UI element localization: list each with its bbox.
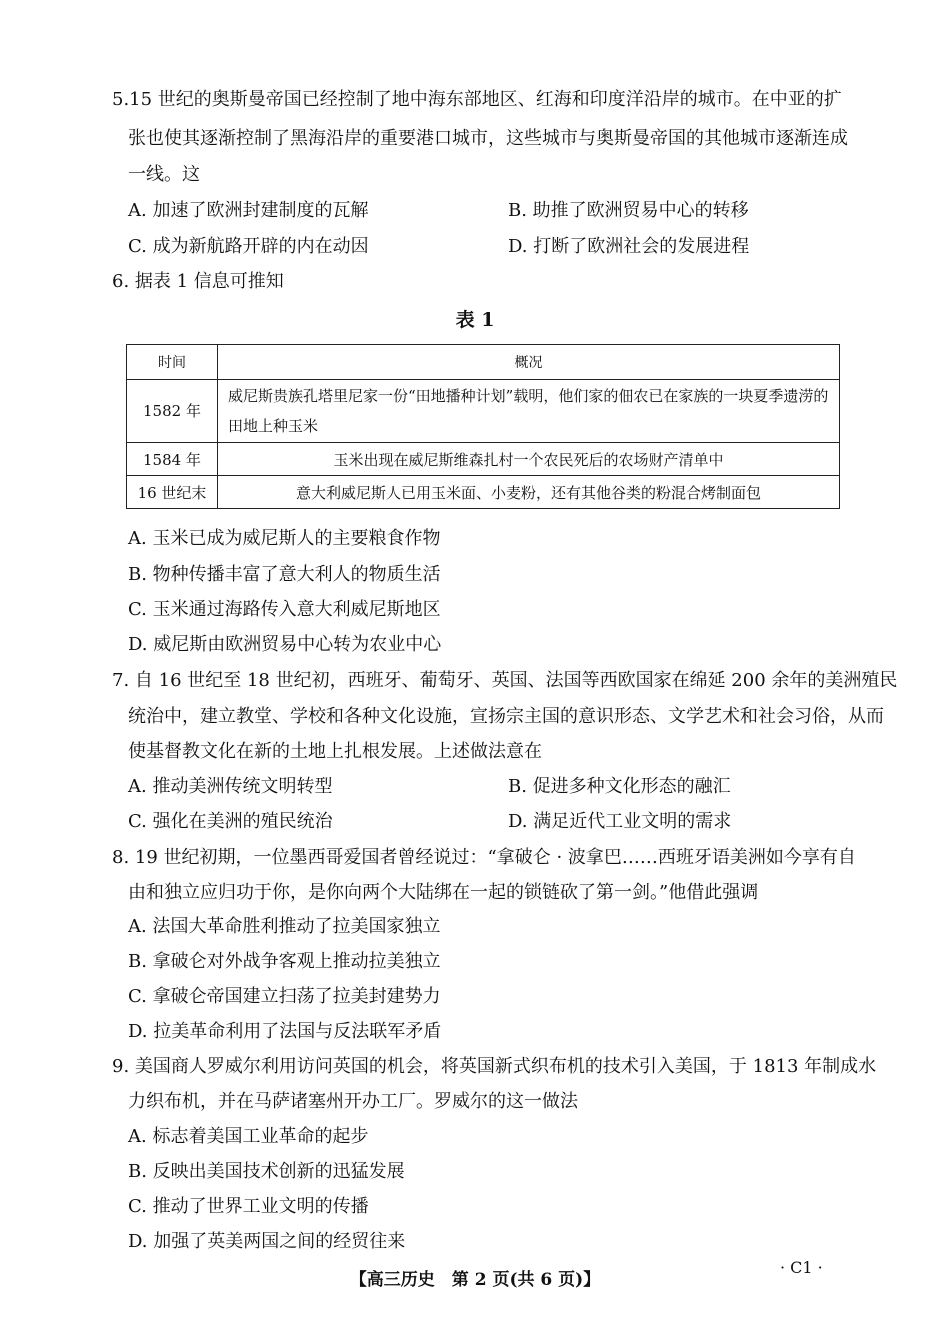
table-header-time: 时间	[127, 345, 218, 380]
q5-stem-line-3: 一线。这	[128, 164, 200, 185]
info-table	[126, 344, 840, 509]
q6-stem: 6. 据表 1 信息可推知	[112, 271, 284, 292]
page-footer: 【高三历史 第 2 页(共 6 页)】	[349, 1270, 601, 1290]
q5-stem-line-1: 5.15 世纪的奥斯曼帝国已经控制了地中海东部地区、红海和印度洋沿岸的城市。在中亚的扩	[112, 89, 842, 110]
q5-option-c[interactable]: C. 成为新航路开辟的内在动因	[128, 236, 369, 257]
q9-option-a[interactable]: A. 标志着美国工业革命的起步	[128, 1126, 369, 1147]
q7-option-b[interactable]: B. 促进多种文化形态的融汇	[508, 776, 731, 797]
q7-option-a[interactable]: A. 推动美洲传统文明转型	[128, 776, 333, 797]
q9-stem-line-2: 力织布机，并在马萨诸塞州开办工厂。罗威尔的这一做法	[128, 1091, 578, 1112]
q7-stem-line-1: 7. 自 16 世纪至 18 世纪初，西班牙、葡萄牙、英国、法国等西欧国家在绵延 200 余年的美洲殖民	[112, 670, 898, 691]
q6-option-b[interactable]: B. 物种传播丰富了意大利人的物质生活	[128, 564, 441, 585]
table-cell-desc: 意大利威尼斯人已用玉米面、小麦粉，还有其他谷类的粉混合烤制面包	[218, 476, 840, 509]
q5-option-a[interactable]: A. 加速了欧洲封建制度的瓦解	[128, 200, 369, 221]
q8-option-b[interactable]: B. 拿破仑对外战争客观上推动拉美独立	[128, 951, 441, 972]
paper-code: · C1 ·	[780, 1258, 823, 1277]
q8-option-d[interactable]: D. 拉美革命利用了法国与反法联军矛盾	[128, 1021, 442, 1042]
q9-option-c[interactable]: C. 推动了世界工业文明的传播	[128, 1196, 369, 1217]
table-row	[127, 443, 840, 476]
q7-option-d[interactable]: D. 满足近代工业文明的需求	[508, 811, 732, 832]
table-cell-time: 16 世纪末	[127, 476, 218, 509]
table-caption: 表 1	[455, 309, 495, 331]
q9-stem-line-1: 9. 美国商人罗威尔利用访问英国的机会，将英国新式织布机的技术引入美国，于 1813 年制成水	[112, 1056, 877, 1077]
table-cell-desc: 威尼斯贵族孔塔里尼家一份“田地播种计划”载明，他们家的佃农已在家族的一块夏季遗涝的田地上种玉米	[218, 380, 840, 443]
q5-stem-line-2: 张也使其逐渐控制了黑海沿岸的重要港口城市，这些城市与奥斯曼帝国的其他城市逐渐连成	[128, 128, 848, 149]
table-row	[127, 476, 840, 509]
q9-option-b[interactable]: B. 反映出美国技术创新的迅猛发展	[128, 1161, 405, 1182]
q7-stem-line-3: 使基督教文化在新的土地上扎根发展。上述做法意在	[128, 741, 542, 762]
q7-stem-line-2: 统治中，建立教堂、学校和各种文化设施，宣扬宗主国的意识形态、文学艺术和社会习俗，从而	[128, 706, 884, 727]
q6-option-d[interactable]: D. 威尼斯由欧洲贸易中心转为农业中心	[128, 634, 442, 655]
q9-option-d[interactable]: D. 加强了英美两国之间的经贸往来	[128, 1231, 406, 1252]
q7-option-c[interactable]: C. 强化在美洲的殖民统治	[128, 811, 333, 832]
q8-stem-line-1: 8. 19 世纪初期，一位墨西哥爱国者曾经说过：“拿破仑 · 波拿巴……西班牙语美洲如今享有自	[112, 847, 856, 868]
table-cell-desc: 玉米出现在威尼斯维森扎村一个农民死后的农场财产清单中	[218, 443, 840, 476]
q6-option-c[interactable]: C. 玉米通过海路传入意大利威尼斯地区	[128, 599, 441, 620]
table-cell-time: 1582 年	[127, 380, 218, 443]
q8-option-a[interactable]: A. 法国大革命胜利推动了拉美国家独立	[128, 916, 441, 937]
table-cell-time: 1584 年	[127, 443, 218, 476]
q5-option-d[interactable]: D. 打断了欧洲社会的发展进程	[508, 236, 750, 257]
q8-option-c[interactable]: C. 拿破仑帝国建立扫荡了拉美封建势力	[128, 986, 441, 1007]
table-row	[127, 380, 840, 443]
q5-option-b[interactable]: B. 助推了欧洲贸易中心的转移	[508, 200, 749, 221]
q8-stem-line-2: 由和独立应归功于你，是你向两个大陆绑在一起的锁链砍了第一剑。”他借此强调	[128, 882, 759, 903]
table-header-desc: 概况	[218, 345, 840, 380]
q6-option-a[interactable]: A. 玉米已成为威尼斯人的主要粮食作物	[128, 528, 441, 549]
